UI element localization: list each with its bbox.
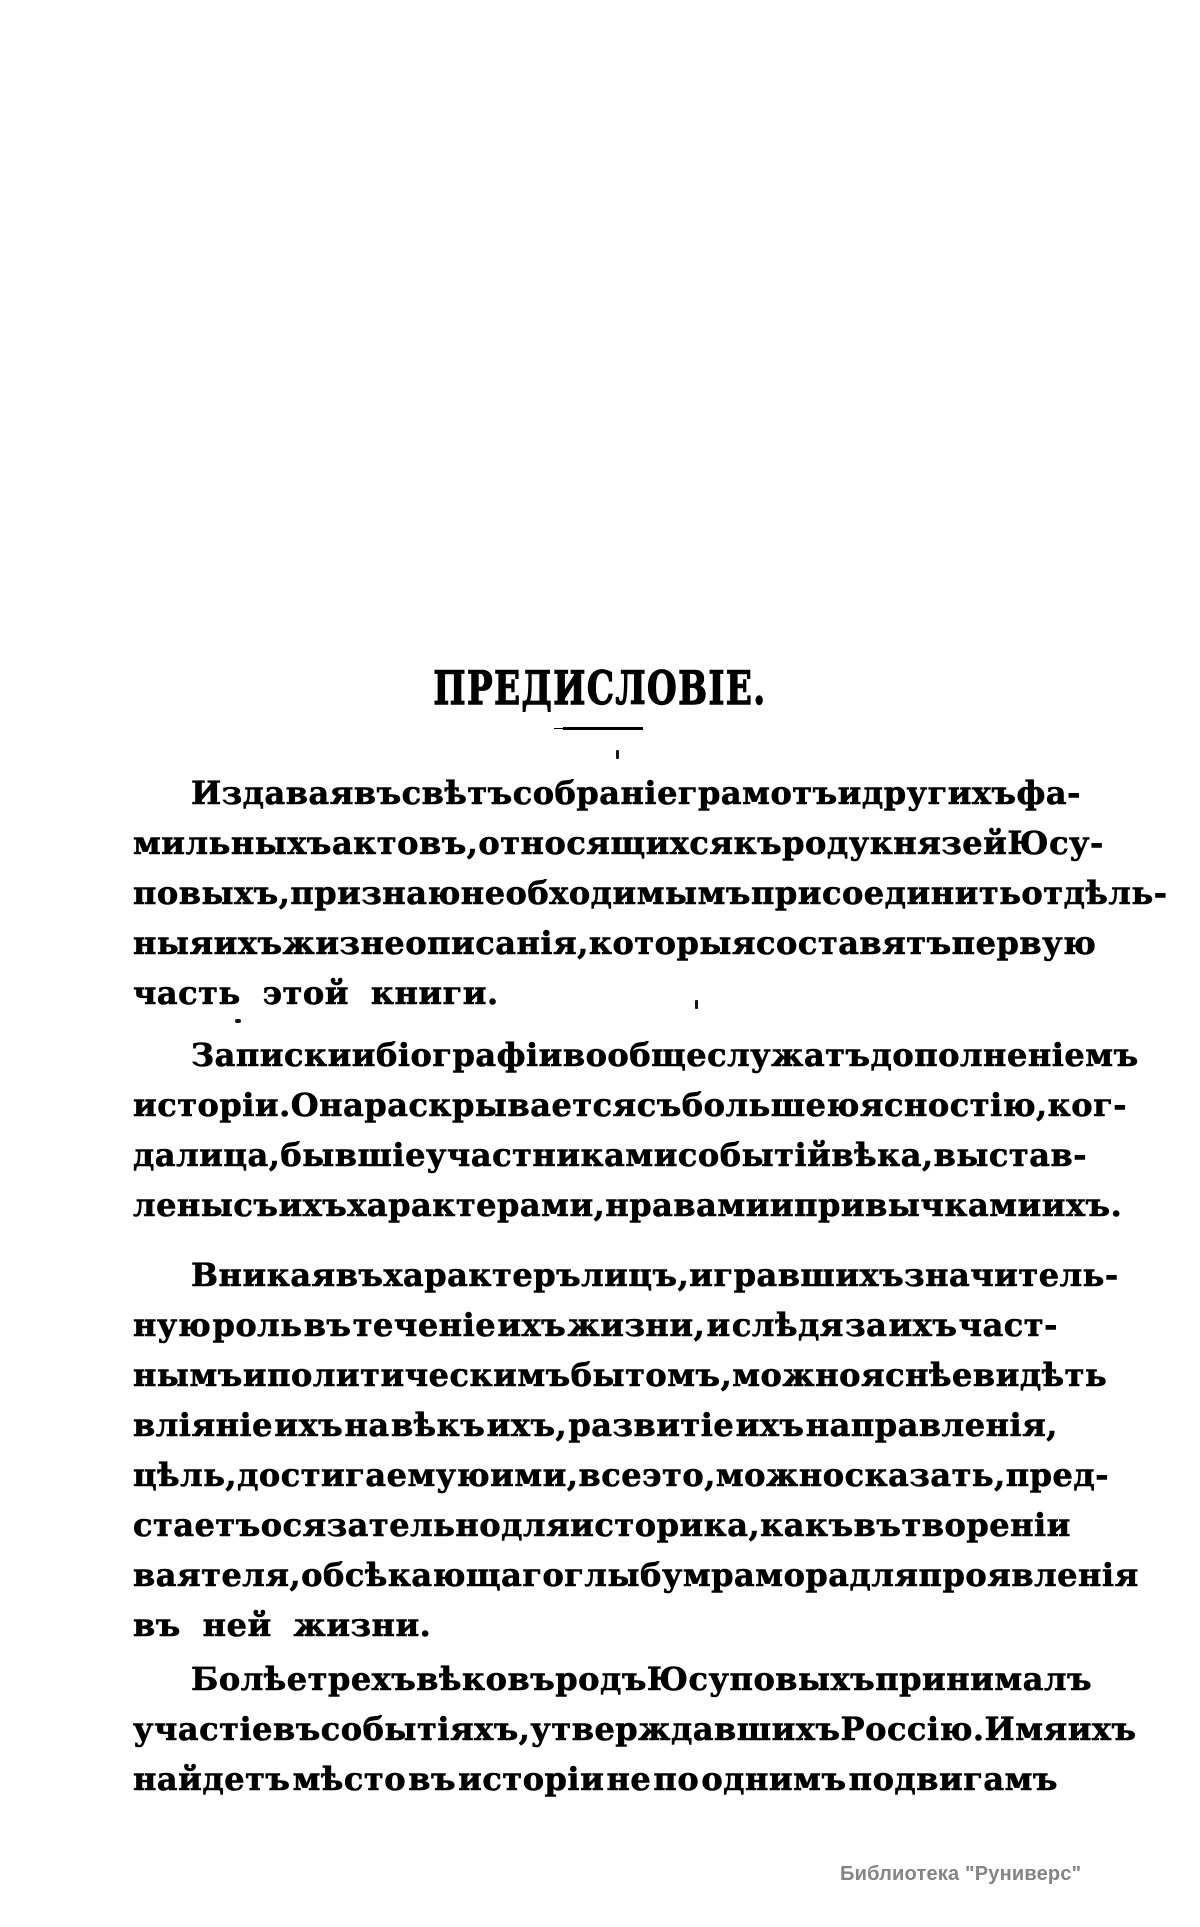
library-watermark: Библиотека "Руниверс" xyxy=(840,1863,1082,1885)
text-line: цѣль, достигаемую ими, все это, можно сказать, пред- xyxy=(133,1456,1110,1494)
title-divider xyxy=(563,727,643,730)
text-line: ваятеля, обсѣкающаго глыбу мрамора для проявленія xyxy=(133,1556,1139,1594)
text-line: Вникая въ характеръ лицъ, игравшихъ значитель- xyxy=(191,1256,1119,1294)
ink-speck xyxy=(235,1019,241,1023)
preface-paragraph-1 xyxy=(133,768,1168,1018)
text-line: Издавая въ свѣтъ собраніе грамотъ и другихъ фа- xyxy=(191,774,1081,812)
text-line: да лица, бывшіе участниками событій вѣка, выстав- xyxy=(133,1136,1087,1174)
text-line: Болѣе трехъ вѣковъ родъ Юсуповыхъ принималъ xyxy=(191,1660,1093,1698)
preface-paragraph-3 xyxy=(133,1250,1139,1650)
text-line: ныя ихъ жизнеописанія, которыя составятъ первую xyxy=(133,924,1097,962)
text-line: мильныхъ актовъ, относящихся къ роду князей Юсу- xyxy=(133,824,1104,862)
page-title: ПРЕДИСЛОВІЕ. xyxy=(433,660,767,715)
text-line: нымъ и политическимъ бытомъ, можно яснѣе видѣть xyxy=(133,1356,1108,1394)
text-line: въ ней жизни. xyxy=(133,1606,432,1644)
text-line: часть этой книги. xyxy=(133,974,499,1012)
text-line: вліяніе ихъ на вѣкъ ихъ, развитіе ихъ направленія, xyxy=(133,1406,1058,1444)
text-line: повыхъ, признаю необходимымъ присоединить отдѣль- xyxy=(133,874,1168,912)
text-line: найдетъ мѣсто въ исторіи не по однимъ подвигамъ xyxy=(133,1760,1058,1798)
preface-paragraph-4 xyxy=(133,1654,1137,1804)
ink-speck xyxy=(616,750,619,759)
text-line: ную роль въ теченіе ихъ жизни, и слѣдя за ихъ част- xyxy=(133,1306,1058,1344)
text-line: Записки и біографіи вообще служатъ дополненіемъ xyxy=(191,1036,1139,1074)
preface-paragraph-2 xyxy=(133,1030,1139,1230)
text-line: исторіи. Она раскрывается съ большею ясностію, ког- xyxy=(133,1086,1127,1124)
text-line: участіе въ событіяхъ, утверждавшихъ Россію. Имя ихъ xyxy=(133,1710,1137,1748)
text-line: стаетъ осязательно для историка, какъ въ твореніи xyxy=(133,1506,1071,1544)
text-line: лены съ ихъ характерами, нравами и привычками ихъ. xyxy=(133,1186,1123,1224)
